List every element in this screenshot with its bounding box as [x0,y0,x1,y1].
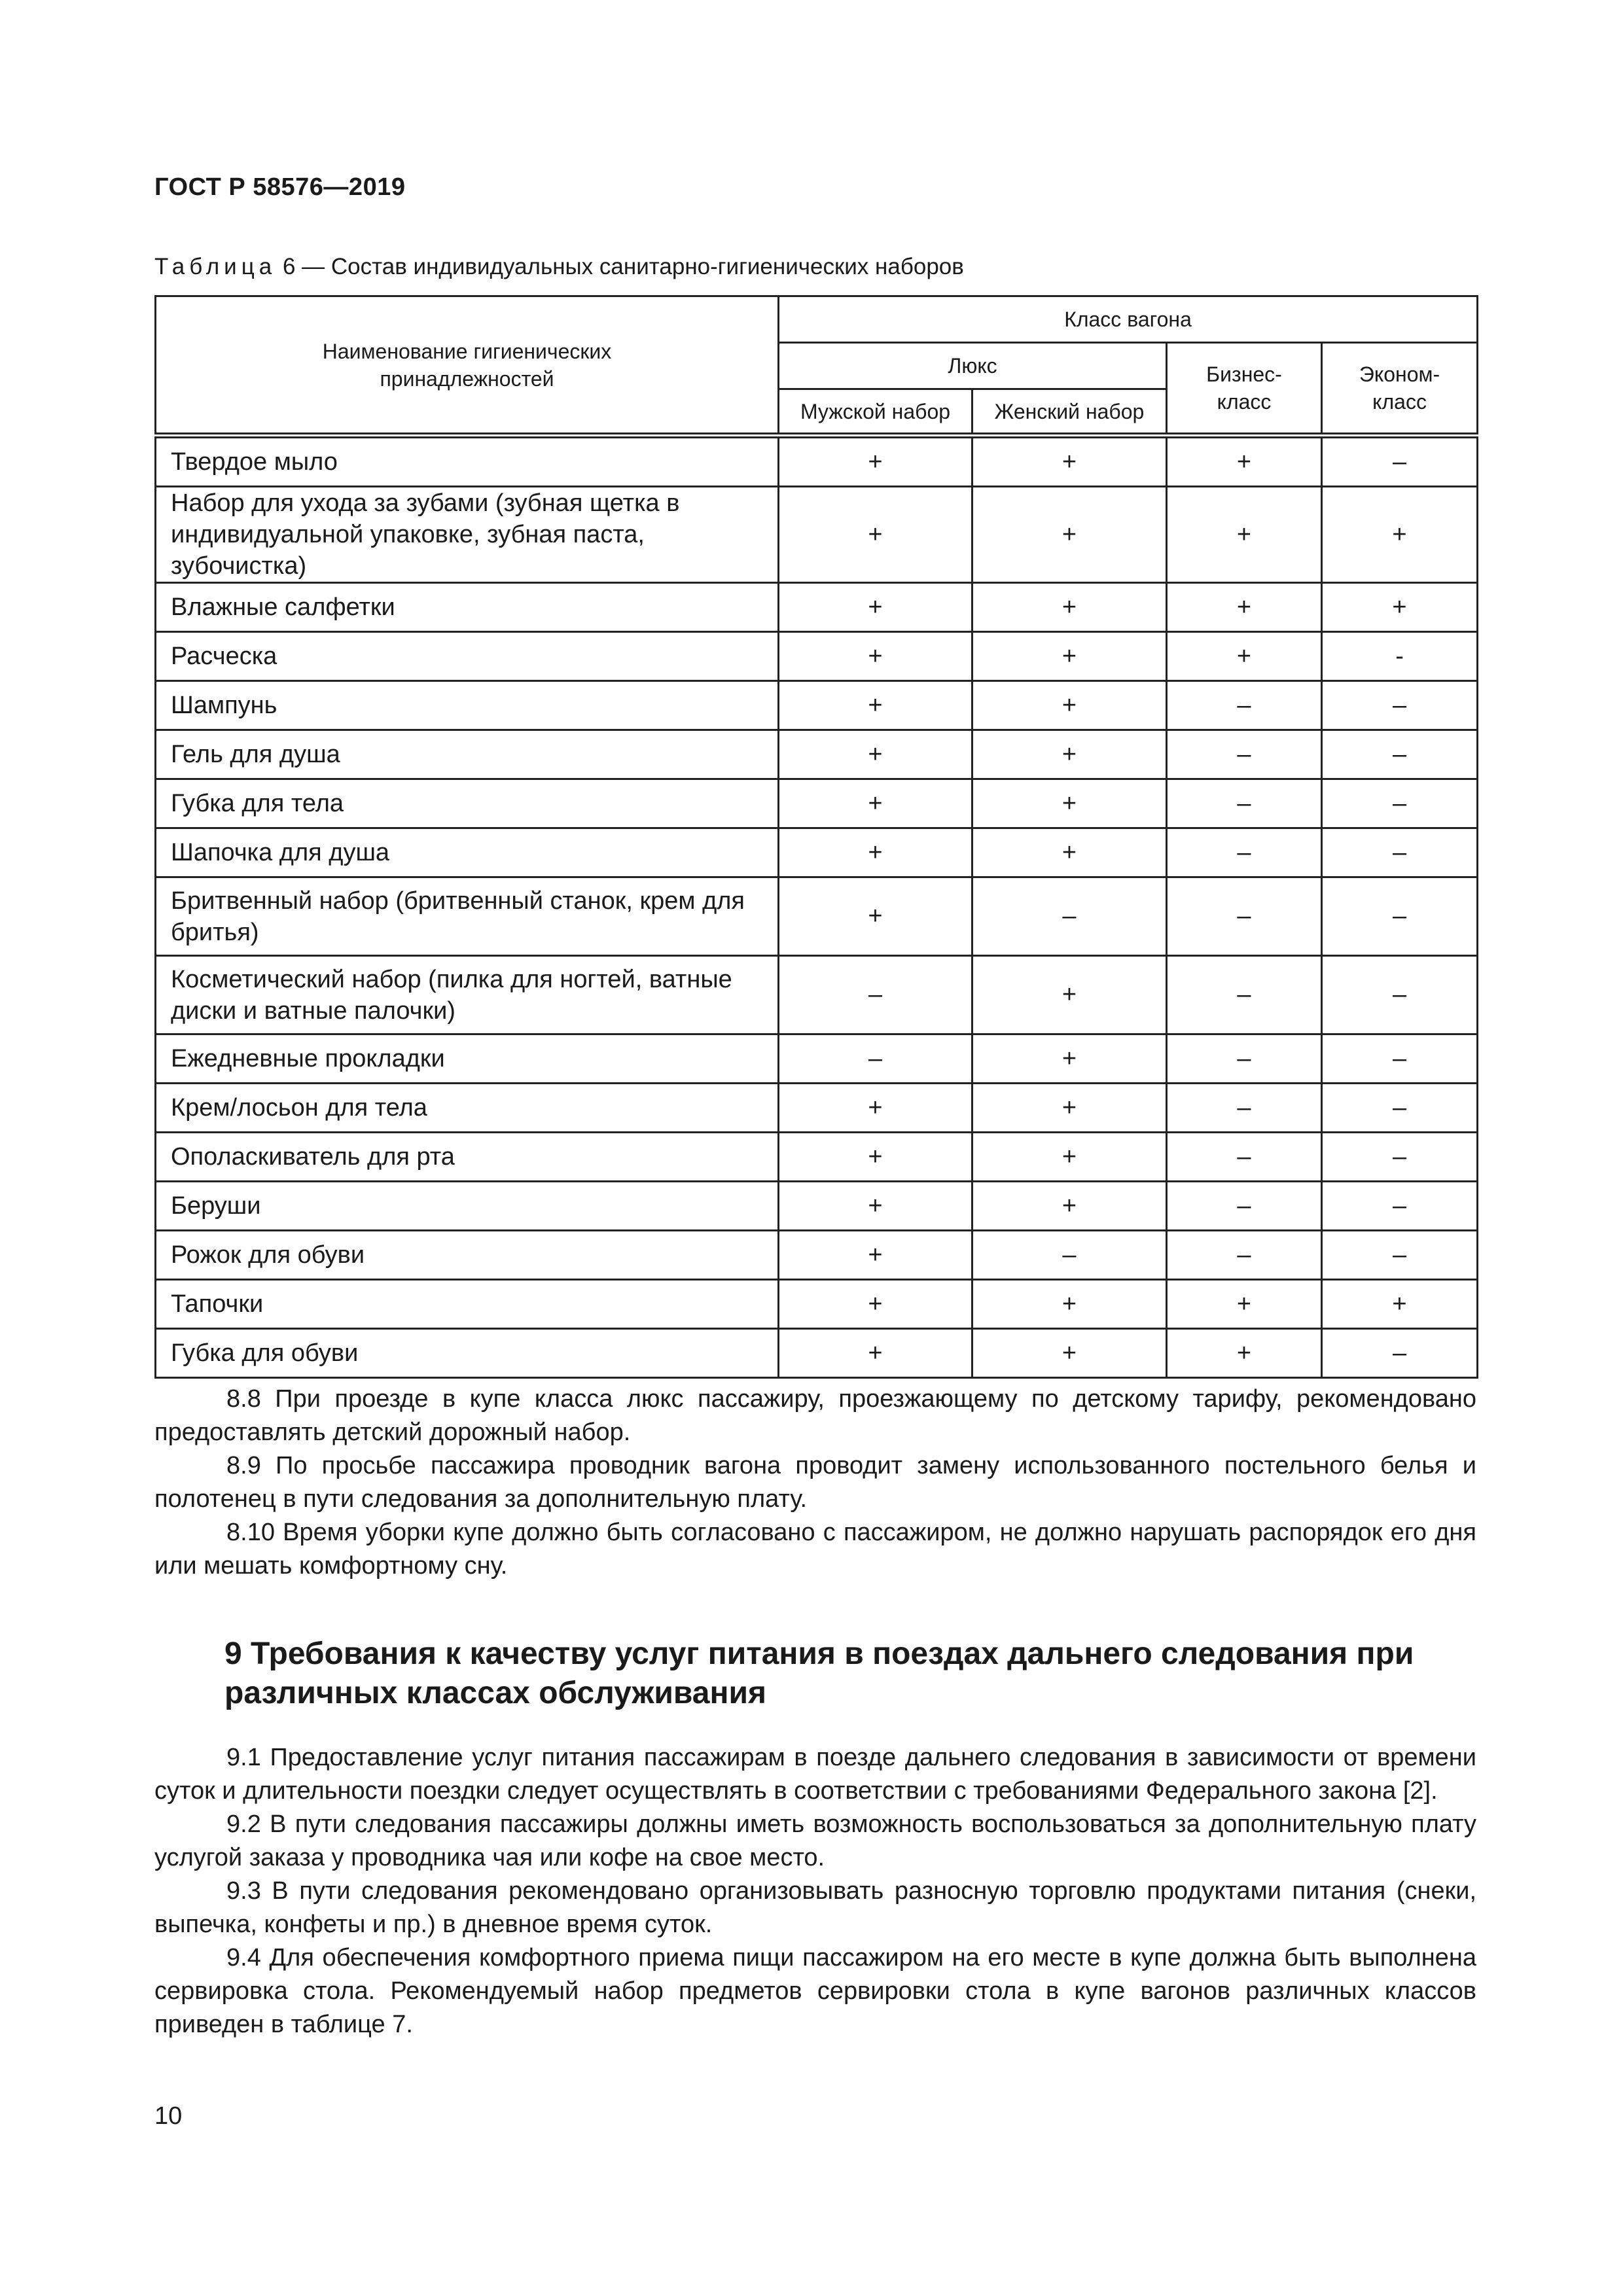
item-name-cell: Рожок для обуви [156,1231,779,1280]
availability-cell-economy: – [1322,1231,1478,1280]
availability-cell-lux-male: + [779,487,972,583]
header-lux: Люкс [779,343,1167,389]
table-row [156,779,1478,828]
table-caption-prefix: Таблица [154,254,277,279]
availability-cell-economy: + [1322,487,1478,583]
table-row [156,583,1478,632]
availability-cell-lux-male: + [779,1182,972,1231]
availability-cell-lux-male: + [779,1133,972,1182]
availability-cell-business: – [1167,1182,1322,1231]
item-name-cell: Бритвенный набор (бритвенный станок, крем для бритья) [156,877,779,956]
availability-cell-economy: – [1322,779,1478,828]
item-name-cell: Ополаскиватель для рта [156,1133,779,1182]
availability-cell-economy: – [1322,1133,1478,1182]
availability-cell-business: + [1167,1280,1322,1329]
availability-cell-economy: + [1322,583,1478,632]
table-caption [154,254,964,280]
table-row [156,730,1478,779]
availability-cell-lux-female: – [972,1231,1167,1280]
availability-cell-lux-female: + [972,779,1167,828]
availability-cell-lux-female: + [972,1329,1167,1378]
availability-cell-economy: – [1322,1182,1478,1231]
table-row [156,1231,1478,1280]
header-female-set: Женский набор [972,389,1167,436]
availability-cell-economy: – [1322,828,1478,877]
availability-cell-lux-female: + [972,436,1167,487]
availability-cell-business: – [1167,681,1322,730]
availability-cell-economy: – [1322,956,1478,1034]
paragraphs-section-9 [154,1741,1476,2041]
table-row [156,1182,1478,1231]
availability-cell-business: – [1167,828,1322,877]
availability-cell-lux-female: + [972,1182,1167,1231]
availability-cell-lux-female: – [972,877,1167,956]
paragraph-9-3: 9.3 В пути следования рекомендовано организовывать разносную торговлю продуктами питания (снеки, выпечка, конфеты и пр.) в дневное время суток. [154,1877,1476,1938]
item-name-cell: Ежедневные прокладки [156,1034,779,1084]
availability-cell-lux-male: + [779,828,972,877]
table-row [156,1084,1478,1133]
availability-cell-lux-male: + [779,1231,972,1280]
table-row [156,632,1478,681]
availability-cell-lux-female: + [972,681,1167,730]
paragraph-9-1: 9.1 Предоставление услуг питания пассажирам в поезде дальнего следования в зависимости от времени суток и длительности поездки следует осуществлять в соответствии с требованиями Федерального закона [2]. [154,1744,1476,1805]
availability-cell-economy: – [1322,877,1478,956]
table-row [156,487,1478,583]
item-name-cell: Шампунь [156,681,779,730]
item-name-cell: Влажные салфетки [156,583,779,632]
availability-cell-business: – [1167,1231,1322,1280]
item-name-cell: Тапочки [156,1280,779,1329]
availability-cell-lux-female: + [972,730,1167,779]
availability-cell-lux-male: + [779,583,972,632]
availability-cell-economy: – [1322,1034,1478,1084]
paragraph-8-9: 8.9 По просьбе пассажира проводник вагона проводит замену использованного постельного белья и полотенец в пути следования за дополнительную плату. [154,1452,1476,1513]
header-male-set: Мужской набор [779,389,972,436]
item-name-cell: Гель для душа [156,730,779,779]
item-name-cell: Набор для ухода за зубами (зубная щетка в индивидуальной упаковке, зубная паста, зубочистка) [156,487,779,583]
availability-cell-lux-female: + [972,956,1167,1034]
document-code: ГОСТ Р 58576—2019 [154,173,406,201]
paragraph-8-8: 8.8 При проезде в купе класса люкс пассажиру, проезжающему по детскому тарифу, рекомендовано предоставлять детский дорожный набор. [154,1385,1476,1446]
item-name-cell: Беруши [156,1182,779,1231]
availability-cell-business: + [1167,583,1322,632]
table-row [156,1329,1478,1378]
availability-cell-lux-male: + [779,632,972,681]
header-business: Бизнес-класс [1167,343,1322,436]
page-number: 10 [154,2102,183,2130]
availability-cell-lux-male: – [779,956,972,1034]
availability-cell-economy: – [1322,730,1478,779]
availability-cell-economy: – [1322,436,1478,487]
availability-cell-business: – [1167,730,1322,779]
table-row [156,956,1478,1034]
item-name-cell: Расческа [156,632,779,681]
availability-cell-business: – [1167,877,1322,956]
table-row [156,877,1478,956]
availability-cell-economy: – [1322,1329,1478,1378]
availability-cell-economy: – [1322,681,1478,730]
availability-cell-lux-male: + [779,1329,972,1378]
availability-cell-lux-male: + [779,1084,972,1133]
availability-cell-lux-male: + [779,681,972,730]
item-name-cell: Твердое мыло [156,436,779,487]
item-name-cell: Губка для тела [156,779,779,828]
availability-cell-lux-female: + [972,583,1167,632]
availability-cell-business: – [1167,1084,1322,1133]
table-row [156,828,1478,877]
availability-cell-lux-female: + [972,1034,1167,1084]
table-row [156,1034,1478,1084]
item-name-cell: Косметический набор (пилка для ногтей, ватные диски и ватные палочки) [156,956,779,1034]
header-car-class: Класс вагона [779,296,1478,343]
availability-cell-lux-male: + [779,1280,972,1329]
availability-cell-business: – [1167,1034,1322,1084]
availability-cell-business: – [1167,956,1322,1034]
availability-cell-lux-female: + [972,1084,1167,1133]
availability-cell-business: – [1167,1133,1322,1182]
availability-cell-lux-male: + [779,877,972,956]
availability-cell-lux-male: + [779,730,972,779]
availability-cell-lux-female: + [972,828,1167,877]
availability-cell-lux-female: + [972,1280,1167,1329]
availability-cell-lux-male: + [779,436,972,487]
header-item-name: Наименование гигиенических принадлежностей [156,296,779,436]
table-caption-text: 6 — Состав индивидуальных санитарно-гигиенических наборов [282,254,964,279]
availability-cell-business: – [1167,779,1322,828]
paragraphs-section-8 [154,1383,1476,1583]
table-row [156,1133,1478,1182]
availability-cell-lux-male: + [779,779,972,828]
availability-cell-lux-male: – [779,1034,972,1084]
item-name-cell: Крем/лосьон для тела [156,1084,779,1133]
table-row [156,681,1478,730]
availability-cell-lux-female: + [972,487,1167,583]
header-economy: Эконом-класс [1322,343,1478,436]
availability-cell-business: + [1167,436,1322,487]
availability-cell-lux-female: + [972,632,1167,681]
table-row [156,1280,1478,1329]
availability-cell-business: + [1167,1329,1322,1378]
paragraph-9-4: 9.4 Для обеспечения комфортного приема пищи пассажиром на его месте в купе должна быть выполнена сервировка стола. Рекомендуемый набор предметов сервировки стола в купе вагонов различных классов приведен в таблице 7. [154,1944,1476,2038]
availability-cell-economy: - [1322,632,1478,681]
paragraph-9-2: 9.2 В пути следования пассажиры должны иметь возможность воспользоваться за дополнительную плату услугой заказа у проводника чая или кофе на свое место. [154,1810,1476,1871]
item-name-cell: Шапочка для душа [156,828,779,877]
paragraph-8-10: 8.10 Время уборки купе должно быть согласовано с пассажиром, не должно нарушать распорядок его дня или мешать комфортному сну. [154,1519,1476,1580]
availability-cell-economy: + [1322,1280,1478,1329]
table-row [156,436,1478,487]
item-name-cell: Губка для обуви [156,1329,779,1378]
hygiene-kits-table [154,295,1478,1379]
availability-cell-business: + [1167,487,1322,583]
availability-cell-economy: – [1322,1084,1478,1133]
section-9-title: 9 Требования к качеству услуг питания в поездах дальнего следования при различных классах обслуживания [224,1636,1414,1710]
availability-cell-business: + [1167,632,1322,681]
availability-cell-lux-female: + [972,1133,1167,1182]
